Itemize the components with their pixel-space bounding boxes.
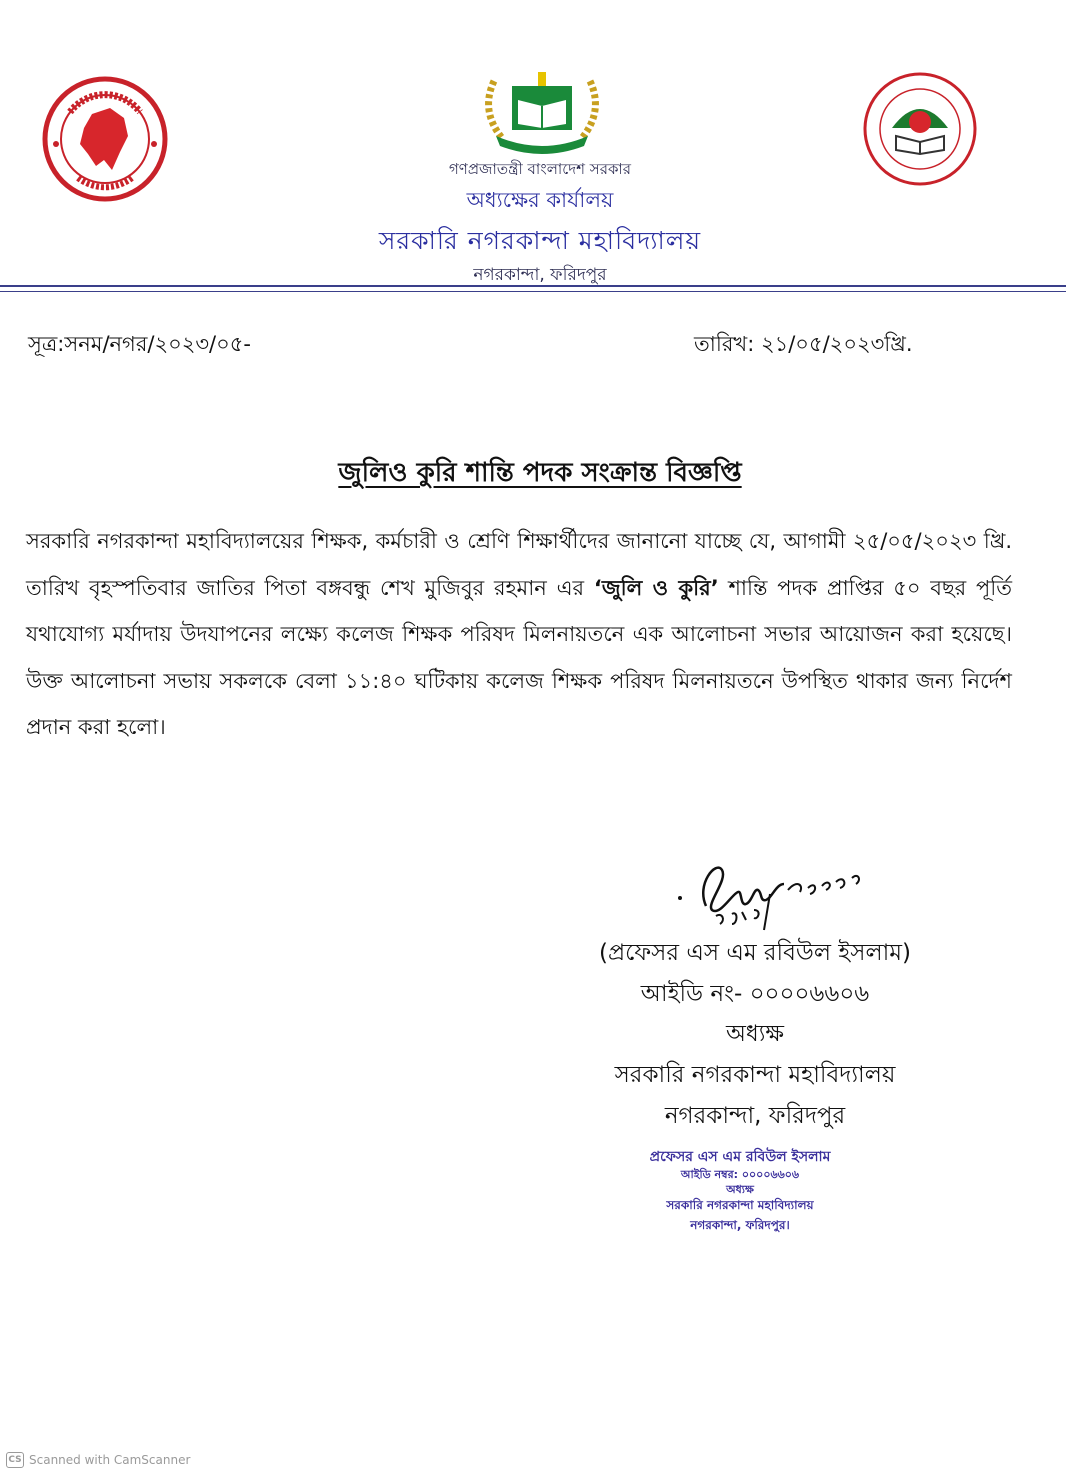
header-divider xyxy=(0,285,1066,287)
camscanner-watermark xyxy=(6,1452,190,1468)
signatory-id: আইডি নং- ০০০০৬৬০৬ xyxy=(640,981,870,1007)
stamp-address: নগরকান্দা, ফরিদপুর। xyxy=(690,1218,790,1232)
office-name: অধ্যক্ষের কার্যালয় xyxy=(466,188,614,212)
header-divider-thin xyxy=(0,291,1066,292)
college-name: সরকারি নগরকান্দা মহাবিদ্যালয় xyxy=(378,226,702,255)
stamp-id: আইডি নম্বর: ০০০০৬৬০৬ xyxy=(680,1168,800,1181)
stamp-title: অধ্যক্ষ xyxy=(726,1183,754,1196)
reference-number: সূত্র:সনম/নগর/২০২৩/০৫- xyxy=(28,332,251,356)
signatory-address: নগরকান্দা, ফরিদপুর xyxy=(664,1103,846,1129)
college-logo-icon xyxy=(474,66,610,156)
stamp-college: সরকারি নগরকান্দা মহাবিদ্যালয় xyxy=(666,1198,814,1212)
government-name: গণপ্রজাতন্ত্রী বাংলাদেশ সরকার xyxy=(448,160,632,178)
notice-body-part2: শান্তি পদক প্রাপ্তির ৫০ বছর পূর্তি যথাযোগ্য মর্যাদায় উদযাপনের লক্ষ্যে কলেজ শিক্ষক পরিষদ মিলনায়তনে এক আলোচনা সভার আয়োজন করা হয়েছে। উক্ত আলোচনা সভায় সকলকে বেলা ১১:৪০ ঘটিকায় কলেজ শিক্ষক পরিষদ মিলনায়তনে উপস্থিত থাকার জন্য নির্দেশ প্রদান করা হলো। xyxy=(26,575,1012,739)
signatory-college: সরকারি নগরকান্দা মহাবিদ্যালয় xyxy=(614,1062,896,1088)
notice-body-award-name: ‘জুলি ও কুরি’ xyxy=(593,575,719,600)
notice-title-text: জুলিও কুরি শান্তি পদক সংক্রান্ত বিজ্ঞপ্তি xyxy=(338,458,742,488)
signatory-name: (প্রফেসর এস এম রবিউল ইসলাম) xyxy=(598,940,912,966)
notice-body-part1: সরকারি নগরকান্দা মহাবিদ্যালয়ের শিক্ষক, কর্মচারী ও শ্রেণি শিক্ষার্থীদের জানানো যাচ্ছে যে, আগামী ২৫/০৫/২০২৩ খ্রি. তারিখ বৃহস্পতিবার জাতির পিতা বঙ্গবন্ধু শেখ মুজিবুর রহমান এর xyxy=(26,529,1012,600)
watermark-text: Scanned with CamScanner xyxy=(29,1453,191,1467)
signatory-title: অধ্যক্ষ xyxy=(725,1021,785,1047)
college-address: নগরকান্দা, ফরিদপুর xyxy=(473,265,607,285)
notice-body xyxy=(26,518,1012,751)
stamp-name: প্রফেসর এস এম রবিউল ইসলাম xyxy=(649,1149,831,1165)
camscanner-icon: CS xyxy=(6,1452,24,1468)
notice-date: তারিখ: ২১/০৫/২০২৩খ্রি. xyxy=(694,332,913,356)
handwritten-signature-icon xyxy=(676,854,896,934)
notice-title xyxy=(0,452,1080,496)
